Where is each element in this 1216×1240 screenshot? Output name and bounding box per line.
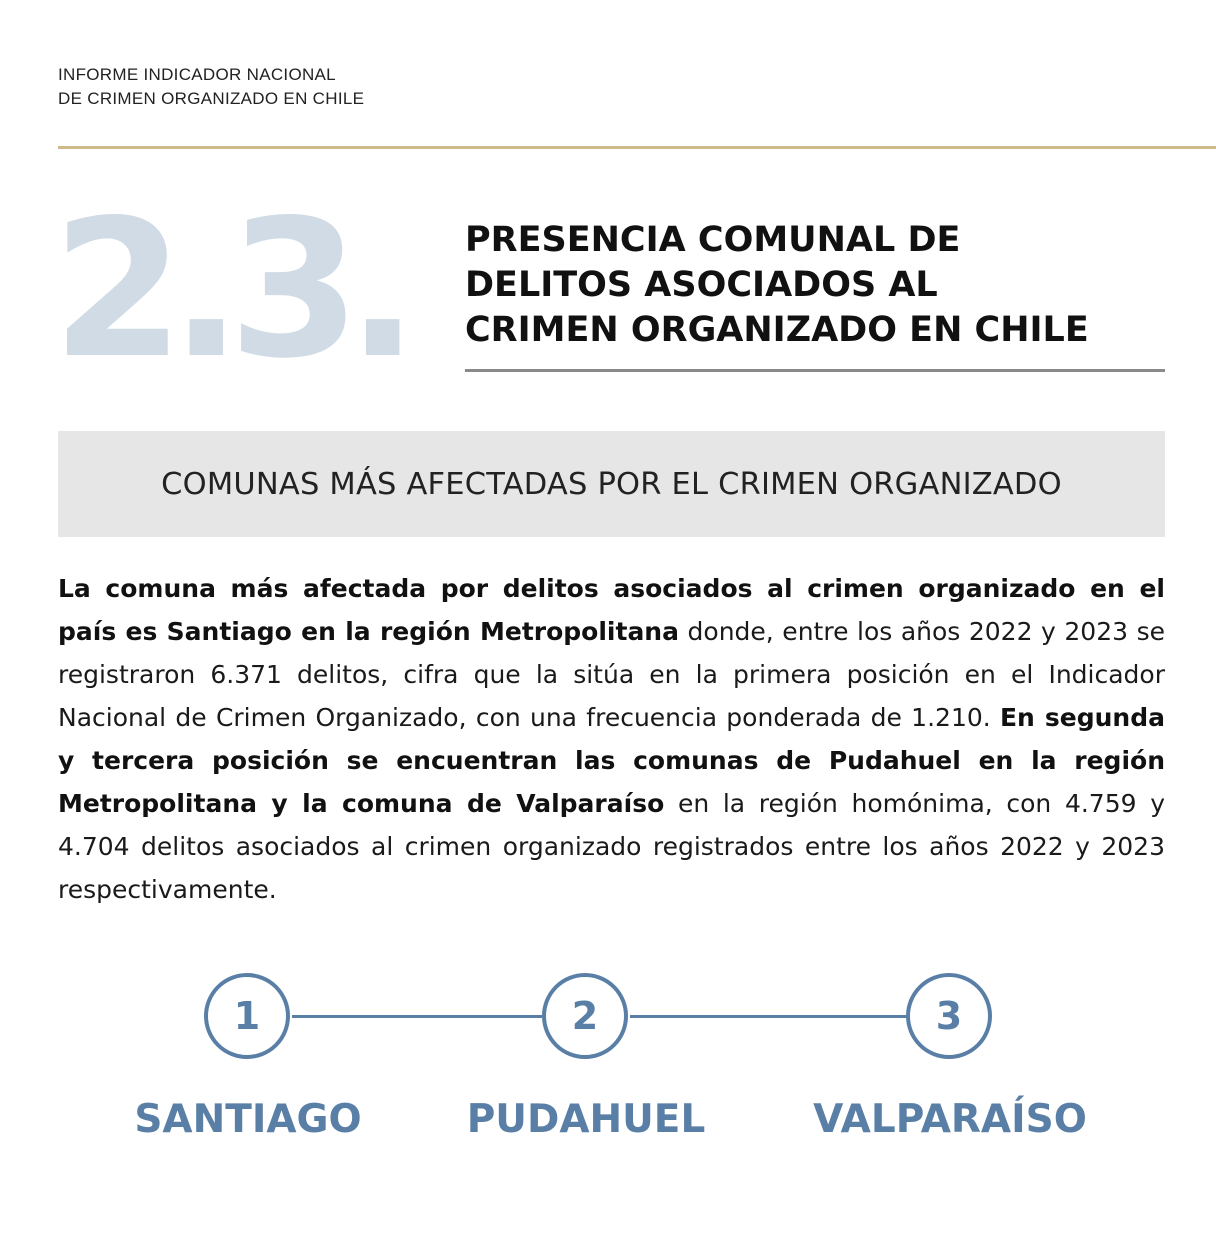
body-regular-2: en la región homónima, con 4.759 y 4.704 delitos asociados al crimen organizado registrados entre los años 2022 y 2023 respectivamente. <box>58 789 1165 904</box>
header-divider <box>58 146 1216 149</box>
subheading-banner <box>58 431 1165 537</box>
rank-number-1: 1 <box>233 994 261 1038</box>
body-bold-2: En segunda y tercera posición se encuentran las comunas de Pudahuel en la región Metropolitana y la comuna de Valparaíso <box>58 703 1165 818</box>
section-title-line-1: PRESENCIA COMUNAL DE <box>465 220 961 260</box>
section-title <box>465 218 1185 353</box>
rank-name-valparaiso: VALPARAÍSO <box>813 1097 1087 1142</box>
rank-circle-2 <box>542 973 628 1059</box>
rank-circle-3 <box>906 973 992 1059</box>
report-header <box>58 63 364 111</box>
subheading-text: COMUNAS MÁS AFECTADAS POR EL CRIMEN ORGANIZADO <box>161 466 1062 502</box>
report-header-line-1: INFORME INDICADOR NACIONAL <box>58 65 336 84</box>
title-underline <box>465 369 1165 372</box>
rank-number-3: 3 <box>935 994 963 1038</box>
section-title-line-3: CRIMEN ORGANIZADO EN CHILE <box>465 310 1089 350</box>
rank-name-santiago: SANTIAGO <box>134 1097 362 1142</box>
body-regular-1: donde, entre los años 2022 y 2023 se registraron 6.371 delitos, cifra que la sitúa en la primera posición en el Indicador Nacional de Crimen Organizado, con una frecuencia ponderada de 1.210. <box>58 617 1165 732</box>
report-header-line-2: DE CRIMEN ORGANIZADO EN CHILE <box>58 89 365 108</box>
rank-number-2: 2 <box>571 994 599 1038</box>
rank-name-pudahuel: PUDAHUEL <box>466 1097 706 1142</box>
connector-line-1-2 <box>292 1015 542 1018</box>
section-number: 2.3. <box>52 179 405 400</box>
section-title-line-2: DELITOS ASOCIADOS AL <box>465 265 938 305</box>
connector-line-2-3 <box>630 1015 908 1018</box>
body-paragraph <box>58 567 1165 911</box>
body-bold-1: La comuna más afectada por delitos asociados al crimen organizado en el país es Santiago en la región Metropolitana <box>58 574 1165 646</box>
rank-circle-1 <box>204 973 290 1059</box>
